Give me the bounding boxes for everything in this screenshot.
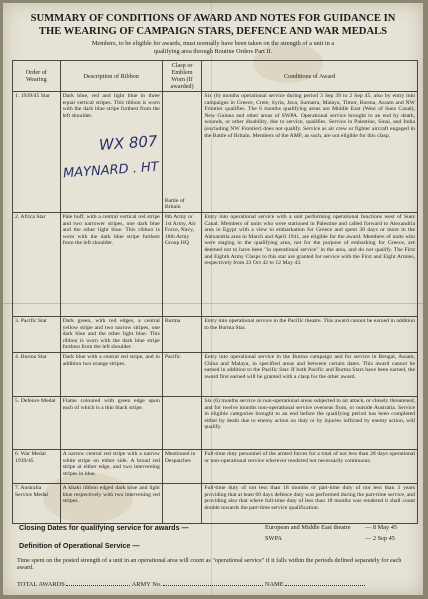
definition-label: Definition of Operational Service —	[19, 541, 140, 550]
order-cell: 2. Africa Star	[13, 213, 61, 317]
army-no-blank	[163, 585, 263, 586]
title-line-1: SUMMARY OF CONDITIONS OF AWARD AND NOTES FOR GUIDANCE IN	[30, 13, 396, 24]
clasp-cell	[162, 397, 201, 450]
order-cell: 7. Australia Service Medal	[13, 484, 61, 524]
clasp-cell	[162, 92, 201, 213]
army-no-label: ARMY No.	[131, 581, 162, 588]
order-cell: 1. 1939/45 Star	[13, 92, 61, 213]
clasp-text: Battle of Britain	[164, 197, 185, 211]
header-description: Description of Ribbon	[60, 61, 162, 92]
closing-date-europe: — 8 May 45	[365, 524, 398, 531]
table-row	[13, 213, 418, 317]
table-row	[13, 397, 418, 450]
clasp-cell: Burma	[162, 317, 201, 353]
closing-date-swpa: — 2 Sep 45	[365, 535, 395, 542]
header-order: Order of Wearing	[13, 61, 61, 92]
total-awards-label: TOTAL AWARDS	[17, 581, 65, 588]
conditions-cell: Full-time duty personnel of the armed forces for a total of not less than 28 days operational or non-operational service wherever rendered not necessarily continuous.	[202, 450, 418, 484]
total-awards-blank	[66, 585, 130, 586]
clasp-cell: Mentioned in Despatches	[162, 450, 201, 484]
subtitle-line-1: Members, to be eligible for awards, must normally have been taken on the strength of a unit in a	[91, 40, 335, 47]
conditions-cell: Entry into operational service in the Pacific theatre. This award cannot be earned in addition to the Burma Star.	[202, 317, 418, 353]
subtitle-line-2: qualifying area through Routine Orders Part II.	[153, 48, 273, 55]
table-row	[13, 353, 418, 397]
closing-dates-label: Closing Dates for qualifying service for awards —	[19, 523, 189, 532]
document-title	[3, 12, 423, 38]
conditions-cell: Entry into operational service with a unit performing operational functions west of Suez Canal. Members of units who were stationed in Palestine and called forward to Alexandria area in Egypt with a view to embarkation for Greece and spent 30 days or more in the Alexandria area in March and April 1941, are eligible for the award. Members of units who were staging in the qualifying area, not for the purpose of embarking for Greece, are deemed not to have been "in operational service" in the area, and do not qualify. The First and Eighth Army Clasps to this star are granted for service with the First and Eight Armies, respectively from 23 Oct 42 to 12 May 43.	[202, 213, 418, 317]
document-sheet	[3, 3, 423, 595]
eligibility-note	[3, 40, 423, 56]
description-cell: Flame coloured with green edge upon each of which is a thin black stripe.	[60, 397, 162, 450]
table-row	[13, 450, 418, 484]
awards-table	[12, 60, 418, 524]
table-row	[13, 484, 418, 524]
clasp-cell: Pacific	[162, 353, 201, 397]
conditions-cell: Entry into operational service in the Burma campaign and for service in Bengal, Assam, China and Malaya, in specified areas and between certain dates. This award cannot be earned in addition to the Pacific Star. If both Pacific and Burma Stars have been earned, the award first earned will be granted with a clasp for the other award.	[202, 353, 418, 397]
order-cell: 6. War Medal 1939/45	[13, 450, 61, 484]
conditions-cell: Six (6) months service in non-operational areas subjected to air attack, or closely threatened, and for twelve months non-operational service overseas from, or outside Australia. Service in eligible categories brought to an end before the qualifying period has been completed either by death due to enemy action on duty or by injuries inflicted by enemy action, will qualify.	[202, 397, 418, 450]
table-header-row	[13, 61, 418, 92]
conditions-cell: Six (6) months operational service during period 3 Sep 39 to 2 Sep 45, also by entry into campaigns in Greece, Crete, Syria, Java, Sumatra, Malaya, Timor, Burma, Assam and NW Frontier qualifies. The 6 months qualifying areas are Middle East (West of Suez Canal), New Guinea and other areas of SWPA. Operational service brought to an end by death, wounds, or other disability, due to service, qualifies. Service in Palestine, Sinai, and India (excluding NW Frontier) does not qualify. Service as air crew or fighter aircraft engaged in the Battle of Britain. Members of the AMF, as such, are not eligible for this clasp.	[202, 92, 418, 213]
description-cell: Dark blue, red and light blue in three equal vertical stripes. This ribbon is worn with the dark blue stripe furthest from the left shoulder.	[60, 92, 162, 213]
table-row	[13, 317, 418, 353]
conditions-cell: Full-time duty of not less than 18 months or part-time duty of not less than 3 years providing that at least 60 days defence duty was performed during the part-time service, and providing also that where full-time duty of less than 18 months was rendered it shall count double towards the part-time service qualification.	[202, 484, 418, 524]
order-cell: 3. Pacific Star	[13, 317, 61, 353]
order-cell: 5. Defence Medal	[13, 397, 61, 450]
description-cell: Dark blue with a central red stripe, and in addition two orange stripes.	[60, 353, 162, 397]
totals-line	[17, 581, 412, 588]
description-cell: Pale buff, with a central vertical red stripe and two narrower stripes, one dark blue and the other light blue. This ribbon is worn with the dark blue stripe furthest from the left shoulder.	[60, 213, 162, 317]
header-conditions: Conditions of Award	[202, 61, 418, 92]
order-cell: 4. Burma Star	[13, 353, 61, 397]
name-blank	[285, 585, 365, 586]
name-label: NAME	[264, 581, 284, 588]
header-clasp: Clasp or Emblem Worn (If awarded)	[162, 61, 201, 92]
clasp-cell: 8th Army or 1st Army, Air Force, Navy, 18th Army Group HQ	[162, 213, 201, 317]
handwritten-name: MAYNARD . HT	[62, 159, 160, 182]
table-row	[13, 92, 418, 213]
description-cell: A khaki ribbon edged dark blue and light blue respectively with two intervening red stripes.	[60, 484, 162, 524]
operational-service-note: Time spent on the posted strength of a unit in an operational area will count as "operational service" if it falls within the periods defined separately for each award.	[17, 557, 402, 571]
title-line-2: THE WEARING OF CAMPAIGN STARS, DEFENCE AND WAR MEDALS	[38, 26, 388, 37]
closing-area-europe: European and Middle East theatre	[265, 524, 351, 531]
closing-area-swpa: SWPA	[265, 535, 282, 542]
clasp-cell	[162, 484, 201, 524]
description-cell: A narrow central red stripe with a narrow white stripe on either side. A broad red stripe at either edge, and two intervening stripes in blue.	[60, 450, 162, 484]
handwritten-service-number: WX 807	[98, 131, 159, 155]
description-cell: Dark green, with red edges, a central yellow stripe and two narrow stripes, one dark blue and the other light blue. This ribbon is worn with the dark blue stripe furthest from the left shoulder.	[60, 317, 162, 353]
